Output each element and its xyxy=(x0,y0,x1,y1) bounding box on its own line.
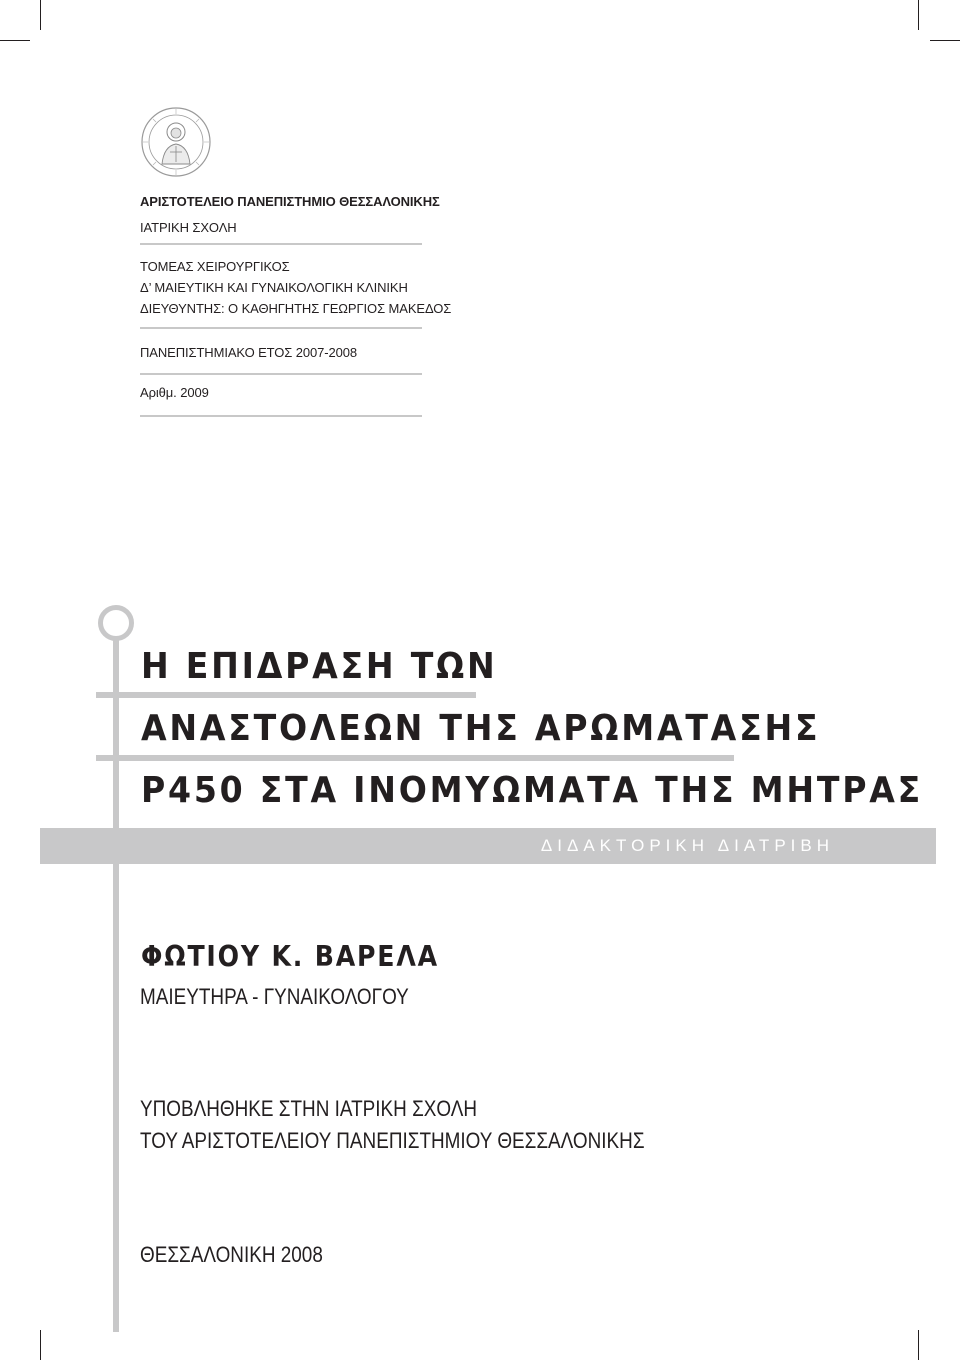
academic-year: ΠΑΝΕΠΙΣΤΗΜΙΑΚΟ ΕΤΟΣ 2007-2008 xyxy=(140,345,357,360)
place-date: ΘΕΣΣΑΛΟΝΙΚΗ 2008 xyxy=(140,1242,323,1267)
school-name: ΙΑΤΡΙΚΗ ΣΧΟΛΗ xyxy=(140,220,237,235)
thesis-title-line-1: Η ΕΠΙΔΡΑΣΗ ΤΩΝ xyxy=(141,646,498,687)
university-name: ΑΡΙΣΤΟΤΕΛΕΙΟ ΠΑΝΕΠΙΣΤΗΜΙΟ ΘΕΣΣΑΛΟΝΙΚΗΣ xyxy=(140,194,440,209)
thesis-number: Αριθμ. 2009 xyxy=(140,385,209,400)
submission-line-1: ΥΠΟΒΛΗΘΗΚΕ ΣΤΗΝ ΙΑΤΡΙΚΗ ΣΧΟΛΗ xyxy=(140,1096,478,1121)
title-underline xyxy=(96,755,734,761)
divider xyxy=(140,373,422,375)
thesis-title-line-3: Ρ450 ΣΤΑ ΙΝΟΜΥΩΜΑΤΑ ΤΗΣ ΜΗΤΡΑΣ xyxy=(141,770,924,811)
author-name: ΦΩΤΙΟΥ Κ. ΒΑΡΕΛΑ xyxy=(141,940,439,973)
thesis-type-label: ΔΙΔΑΚΤΟΡΙΚΗ ΔΙΑΤΡΙΒΗ xyxy=(540,836,834,855)
decorative-circle xyxy=(98,605,134,641)
divider xyxy=(140,415,422,417)
crop-mark-bottom-right-v xyxy=(918,1330,919,1360)
thesis-title-line-2: ΑΝΑΣΤΟΛΕΩΝ ΤΗΣ ΑΡΩΜΑΤΑΣΗΣ xyxy=(141,708,821,749)
crop-mark-top-right-h xyxy=(930,40,960,41)
decorative-vertical-line xyxy=(113,636,119,1332)
title-underline xyxy=(96,692,476,698)
crop-mark-top-left-v xyxy=(40,0,41,30)
submission-line-2: ΤΟΥ ΑΡΙΣΤΟΤΕΛΕΙΟΥ ΠΑΝΕΠΙΣΤΗΜΙΟΥ ΘΕΣΣΑΛΟΝΙΚΗΣ xyxy=(140,1128,645,1153)
clinic-name: Δ’ ΜΑΙΕΥΤΙΚΗ ΚΑΙ ΓΥΝΑΙΚΟΛΟΓΙΚΗ ΚΛΙΝΙΚΗ xyxy=(140,280,408,295)
thesis-type-band xyxy=(40,828,936,864)
divider xyxy=(140,327,422,329)
director-line: ΔΙΕΥΘΥΝΤΗΣ: Ο ΚΑΘΗΓΗΤΗΣ ΓΕΩΡΓΙΟΣ ΜΑΚΕΔΟΣ xyxy=(140,301,452,316)
sector-name: ΤΟΜΕΑΣ ΧΕΙΡΟΥΡΓΙΚΟΣ xyxy=(140,259,290,274)
university-seal-icon xyxy=(140,106,212,178)
author-role: ΜΑΙΕΥΤΗΡΑ - ΓΥΝΑΙΚΟΛΟΓΟΥ xyxy=(140,984,409,1009)
crop-mark-top-right-v xyxy=(918,0,919,30)
divider xyxy=(140,243,422,245)
crop-mark-bottom-left-v xyxy=(40,1330,41,1360)
crop-mark-top-left-h xyxy=(0,40,30,41)
